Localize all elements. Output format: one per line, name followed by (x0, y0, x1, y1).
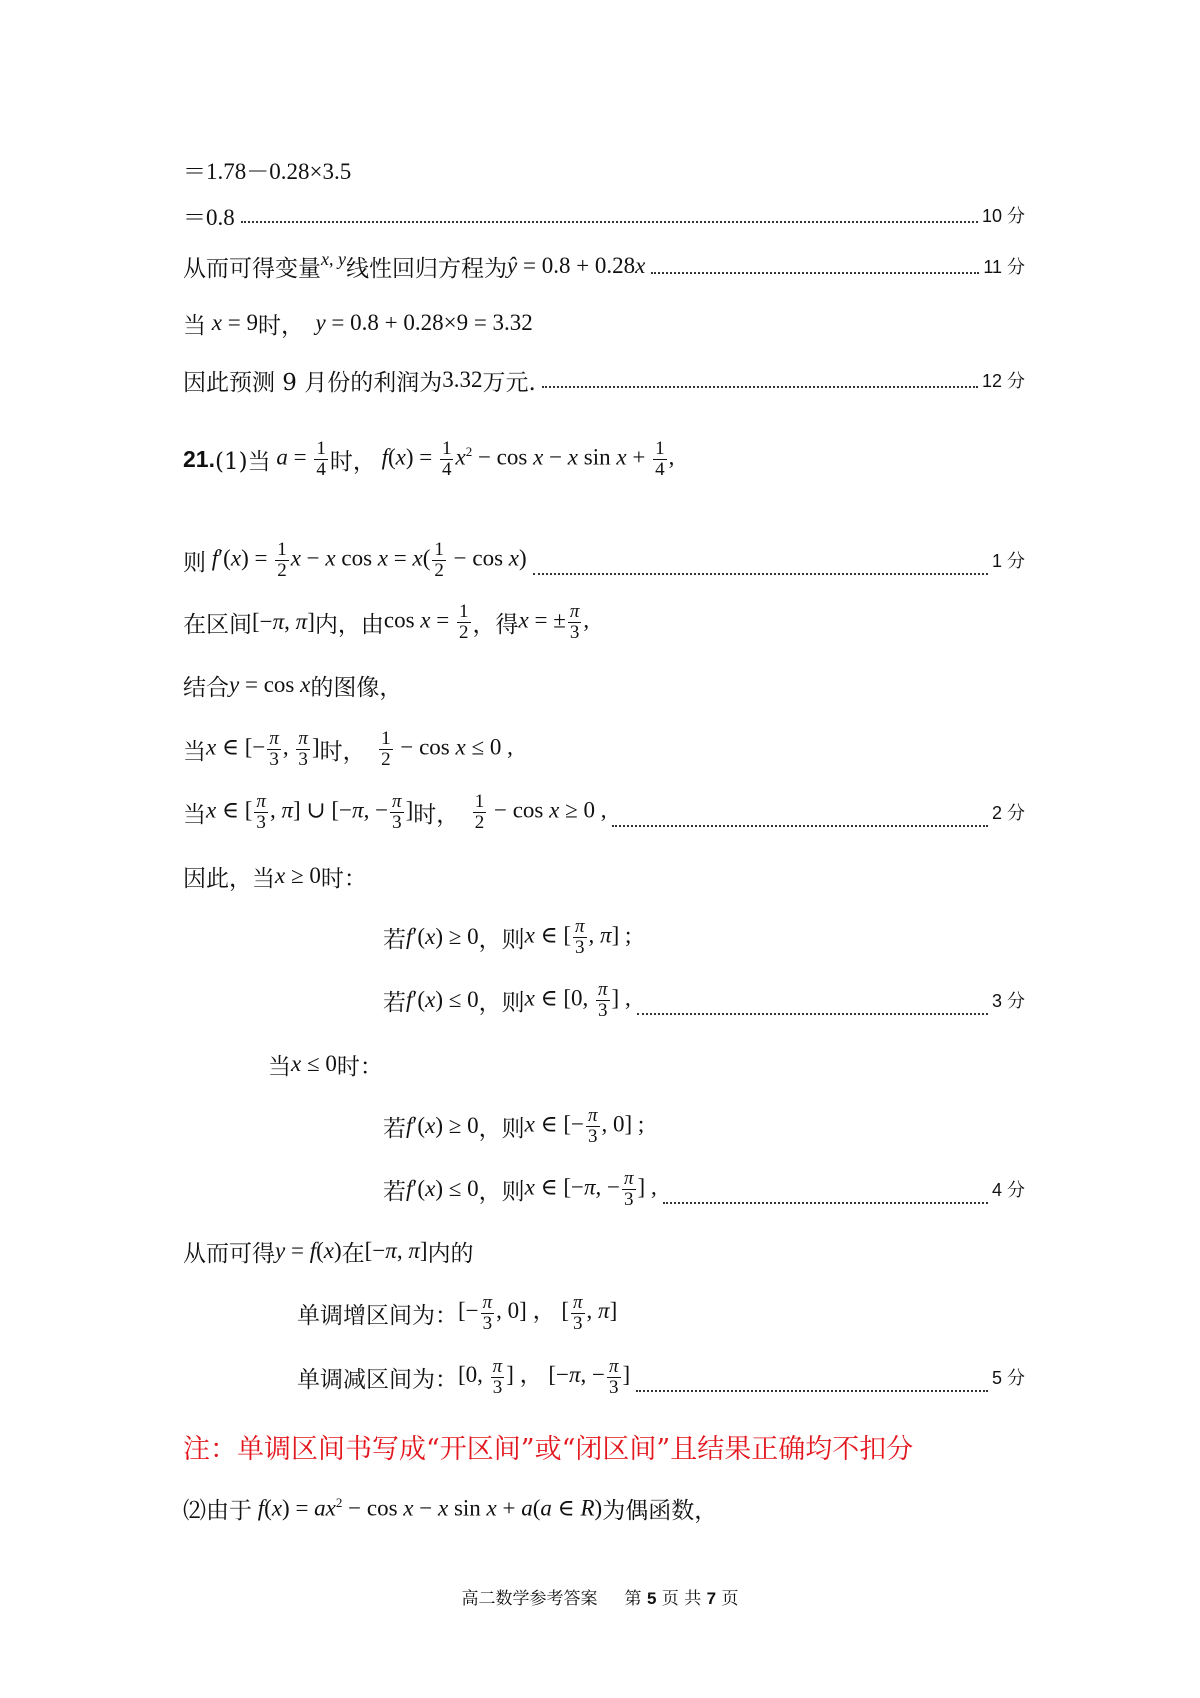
text-segment: 从而可得 (183, 1240, 275, 1267)
prediction-line (183, 303, 1025, 343)
text-segment: ⑵由于 (183, 1497, 252, 1524)
text-segment: ，得 (472, 611, 519, 638)
text-segment: ，则 (478, 1178, 525, 1205)
text-segment: (1)当 (214, 448, 271, 475)
text-segment: 时， (257, 312, 304, 339)
page-footer (0, 1584, 1200, 1609)
part-2-line (183, 1488, 1025, 1528)
score-label: 2 分 (991, 803, 1025, 823)
text-segment: 结合 (183, 674, 229, 701)
case-positive-increase (383, 910, 1025, 964)
case-negative-header (268, 1044, 1025, 1084)
text-segment: 时， (413, 801, 460, 828)
text-segment: 从而可得变量 (183, 255, 321, 282)
math-inline: [−π, π] (252, 609, 315, 634)
math-inline: a = $\frac{1}{4}$ (276, 437, 326, 480)
text-segment: 时： (336, 1053, 383, 1080)
score-label: 5 分 (991, 1368, 1025, 1388)
math-inline: 3.32 (442, 367, 483, 392)
dotted-leader (612, 824, 988, 827)
math-inline: [− $\frac{\pi}{3}$ , 0] ， [ $\frac{\pi}{3}$ , π] (458, 1291, 618, 1334)
math-inline: $\frac{1}{2}$ − cos x ≥ 0 , (474, 790, 607, 833)
math-inline: x ∈ [ $\frac{\pi}{3}$ , π] ∪ [−π, − $\frac{\pi}{3}$ ] (206, 790, 414, 833)
text-segment: 在 (341, 1240, 365, 1267)
dotted-leader (636, 1389, 988, 1392)
math-inline: x ∈ [− $\frac{\pi}{3}$ , $\frac{\pi}{3}$ ] (206, 727, 320, 770)
text-segment: 万元. (482, 369, 536, 396)
text-segment: 时： (320, 865, 367, 892)
grading-note (183, 1424, 1025, 1468)
text-segment: 若 (383, 989, 406, 1016)
increasing-intervals-line (297, 1286, 1025, 1340)
equation-line-2 (183, 195, 1025, 235)
case-positive-decrease (383, 973, 1025, 1027)
monotonic-summary-line (183, 1231, 1025, 1271)
text-segment: 的图像， (310, 674, 403, 701)
math-inline: f′(x) ≤ 0 (406, 987, 479, 1012)
text-segment: 在区间 (183, 611, 252, 638)
math-inline: y = cos x (229, 672, 311, 697)
question-number: 21. (183, 445, 215, 472)
footer-text: 页 共 (661, 1589, 702, 1609)
derivative-line (183, 533, 1025, 587)
math-inline: $f(x) = ax^2 - \cos x - x$ sin x + a(a ∈ R) (257, 1494, 603, 1521)
math-inline: cos x = $\frac{1}{2}$ (383, 600, 469, 643)
footer-text: 第 (624, 1589, 642, 1609)
footer-label: 高二数学参考答案 (461, 1589, 598, 1609)
case-negative-decrease (383, 1162, 1025, 1216)
math-inline: x, y (321, 248, 346, 269)
math-inline: f′(x) ≥ 0 (406, 1113, 479, 1138)
footer-text: 页 (721, 1589, 739, 1609)
math-inline: [0, $\frac{\pi}{3}$ ] ， [−π, − $\frac{\pi}{3}$ ] (458, 1355, 631, 1398)
text-segment: 为偶函数， (602, 1497, 718, 1524)
text-segment: 则 (183, 549, 206, 576)
graph-ref-line (183, 665, 1025, 705)
math-inline: y = f(x) (275, 1238, 342, 1263)
dotted-leader (533, 572, 988, 575)
math-inline: x ∈ [−π, − $\frac{\pi}{3}$ ] , (524, 1167, 657, 1210)
regression-line (183, 246, 1025, 286)
text-segment: 当 (183, 801, 206, 828)
math-inline: [−π, π] (364, 1238, 428, 1263)
math-inline: f′(x) ≥ 0 (406, 924, 479, 949)
text-segment: 若 (383, 926, 406, 953)
text-segment: 当 (268, 1053, 291, 1080)
text-segment: ，则 (478, 1115, 525, 1142)
sign-analysis-line-1 (183, 722, 1025, 776)
question-21-header (183, 432, 1025, 486)
dotted-leader (241, 220, 978, 223)
text-segment: 当 (183, 738, 206, 765)
note-text: 注：单调区间书写成“开区间”或“闭区间”且结果正确均不扣分 (183, 1433, 914, 1465)
score-label: 1 分 (991, 551, 1025, 571)
page-number: 5 (646, 1589, 657, 1608)
page-total: 7 (706, 1589, 717, 1608)
dotted-leader (663, 1201, 988, 1204)
score-label: 10 分 (981, 206, 1025, 226)
equation-line-1 (183, 149, 1025, 189)
math-inline: x ≥ 0 (275, 863, 321, 888)
equation-text: ＝1.78－0.28×3.5 (183, 158, 352, 184)
text-segment: 时， (319, 738, 366, 765)
score-label: 12 分 (981, 371, 1025, 391)
text-segment: 因此，当 (183, 865, 275, 892)
case-positive-header (183, 856, 1025, 896)
score-label: 3 分 (991, 991, 1025, 1011)
text-segment: 因此预测 9 月份的利润为 (183, 369, 443, 396)
text-segment: 当 (183, 312, 206, 339)
text-segment: 线性回归方程为 (346, 255, 507, 282)
equation-text: ＝0.8 (183, 204, 235, 230)
score-label: 4 分 (991, 1180, 1025, 1200)
dotted-leader (637, 1012, 988, 1015)
math-inline: x ∈ [− $\frac{\pi}{3}$ , 0] ; (524, 1104, 645, 1147)
text-segment: 单调减区间为： (297, 1366, 458, 1393)
math-inline: f′(x) ≤ 0 (406, 1176, 479, 1201)
math-inline: x ≤ 0 (291, 1051, 337, 1076)
case-negative-increase (383, 1099, 1025, 1153)
math-inline: x ∈ [0, $\frac{\pi}{3}$ ] , (524, 978, 631, 1021)
text-segment: 时， (329, 448, 376, 475)
dotted-leader (542, 385, 978, 388)
dotted-leader (651, 271, 979, 274)
math-inline: y = 0.8 + 0.28×9 = 3.32 (315, 310, 533, 335)
math-inline: x = 9 (211, 310, 258, 335)
text-segment: 若 (383, 1178, 406, 1205)
math-inline: ŷ = 0.8 + 0.28x (507, 253, 646, 278)
math-inline: x ∈ [ $\frac{\pi}{3}$ , π] ; (524, 915, 632, 958)
decreasing-intervals-line (297, 1350, 1025, 1404)
text-segment: ，则 (478, 926, 525, 953)
score-label: 11 分 (983, 257, 1025, 277)
interval-solve-line (183, 595, 1025, 649)
conclusion-line (183, 360, 1025, 400)
text-segment: 内，由 (314, 611, 384, 638)
text-segment: 单调增区间为： (297, 1302, 458, 1329)
math-inline: x = ± $\frac{\pi}{3}$ , (518, 600, 590, 643)
text-segment: 内的 (427, 1240, 474, 1267)
math-inline: f′(x) = $\frac{1}{2}$ x − x cos x = x( $\frac{1}{2}$ − cos x) (211, 538, 527, 581)
text-segment: 若 (383, 1115, 406, 1142)
text-segment: ，则 (478, 989, 525, 1016)
sign-analysis-line-2 (183, 785, 1025, 839)
math-inline: f(x) = $\frac{1}{4}$ $x^2 - \cos x - x$ sin x + $\frac{1}{4}$ , (381, 437, 675, 480)
math-inline: $\frac{1}{2}$ − cos x ≤ 0 , (381, 727, 513, 770)
